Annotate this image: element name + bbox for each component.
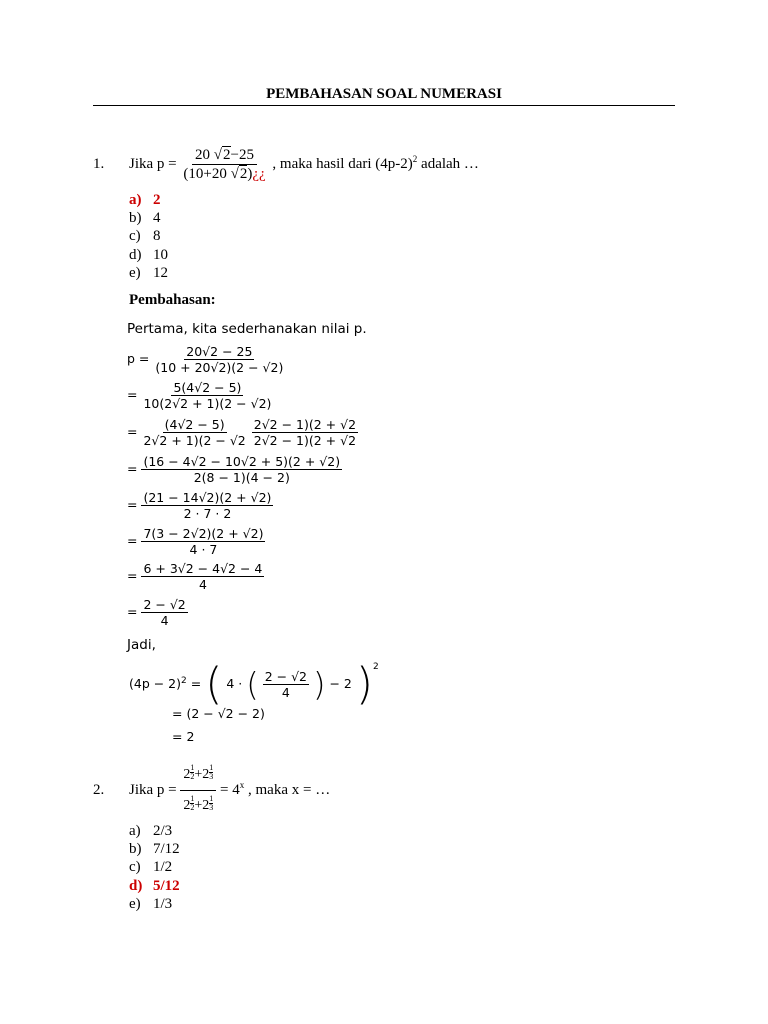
step-1: p = $\frac{20√2 - 25}{(10 + 20√2)(2 - √2)}$ <box>127 344 284 375</box>
page-title: PEMBAHASAN SOAL NUMERASI <box>266 86 502 102</box>
step-2: = $\frac{5(4√2 - 5)}{10(2√2 + 1)(2 - √2)}$ <box>127 380 272 411</box>
q1-option-a: a) 2 <box>129 192 161 208</box>
q2-option-c: c) 1/2 <box>129 859 173 876</box>
q1-fraction <box>180 146 268 183</box>
final-line-2: = (2 − √2 − 2) <box>172 706 265 721</box>
step-5: = $\frac{(21 - 14√2)(2 + √2)}{2 \cdot 7 \cdot 2}$ <box>127 490 272 521</box>
step-4: = $\frac{(16 - 4√2 - 10√2 + 5)(2 + √2)}{2(8 - 1)(4 - 2)}$ <box>127 454 341 485</box>
q2-fraction: 2 $^{\frac{1}{2}}$ +2 $^{\frac{1}{3}}$ 2 $^{\frac{1}{2}}$ +2 $^{\frac{1}{3}}$ <box>180 760 216 821</box>
jadi-label: Jadi, <box>127 637 156 653</box>
step-8: = $\frac{2 - √2}{4}$ <box>127 597 186 628</box>
final-line-3: = 2 <box>172 729 195 744</box>
q2-options <box>129 822 180 913</box>
q1-frac-err: ¿¿ <box>252 166 266 182</box>
q1-number: 1. <box>93 156 105 172</box>
q1-options <box>129 191 168 282</box>
q1-question: Jika p = $\frac{20 √2-25}{(10+20 √2)¿¿}$ , maka hasil dari $(4p-2)^2$ adalah … <box>129 147 479 182</box>
final-expression: $(4p - 2)^2$ = ( 4 · ( $\frac{2 - √2}{4}$ ) − 2 )$^2$ <box>129 658 379 710</box>
q1-frac-numerator: 20 √2−25 <box>192 146 257 165</box>
title-rule <box>93 105 675 106</box>
step-7: = $\frac{6 + 3√2 - 4√2 - 4}{4}$ <box>127 561 263 592</box>
q1-option-c: c) 8 <box>129 228 161 245</box>
q2-option-b: b) 7/12 <box>129 841 180 858</box>
step-3: = $\frac{(4√2 - 5)}{2√2 + 1)(2 - √2}$ $\frac{2√2 - 1)(2 + √2}{2√2 - 1)(2 + √2}$ <box>127 417 357 448</box>
q1-lead: Jika p = <box>129 155 177 172</box>
q2-question: Jika p = 2 $^{\frac{1}{2}}$ +2 $^{\frac{1}{3}}$ 2 $^{\frac{1}{2}}$ +2 $^{\frac{1}{3}}$ = $4^x$ , maka x = … <box>129 760 330 821</box>
q2-number: 2. <box>93 782 105 798</box>
q2-option-d: d) 5/12 <box>129 877 180 894</box>
q1-discussion-heading: Pembahasan: <box>129 292 216 308</box>
q1-option-b: b) 4 <box>129 210 161 227</box>
q2-option-e: e) 1/3 <box>129 895 173 912</box>
step-6: = $\frac{7(3 - 2√2)(2 + √2)}{4 \cdot 7}$ <box>127 526 264 557</box>
q1-option-e: e) 12 <box>129 264 168 281</box>
q2-option-a: a) 2/3 <box>129 823 173 839</box>
q1-intro: Pertama, kita sederhanakan nilai p. <box>127 321 367 337</box>
q1-tail: , maka hasil dari (4p-2) <box>272 155 413 172</box>
q1-frac-denominator: (10+20 √2)¿¿ <box>183 166 266 182</box>
q1-option-d: d) 10 <box>129 246 168 263</box>
